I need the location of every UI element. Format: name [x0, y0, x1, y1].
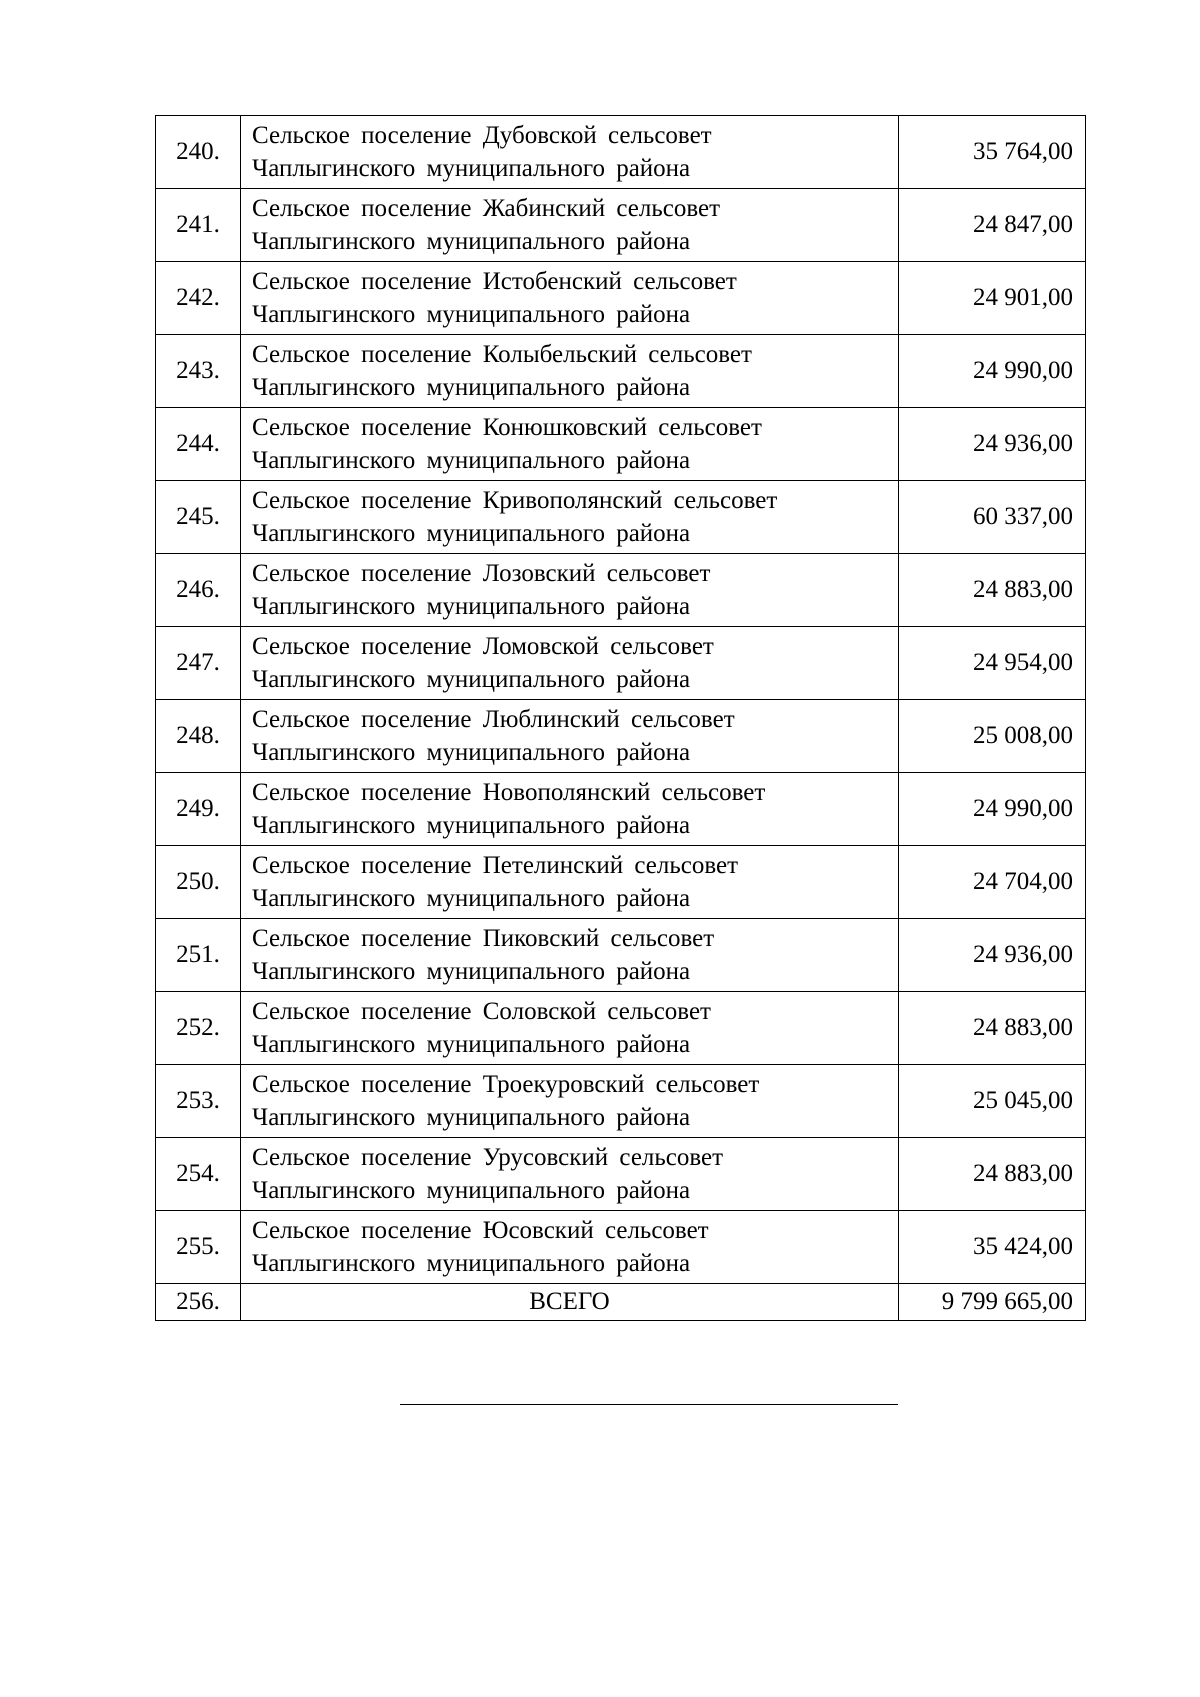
table-row — [156, 335, 1086, 408]
settlement-name-line2: Чаплыгинского муниципального района — [252, 301, 691, 328]
settlement-name-line2: Чаплыгинского муниципального района — [252, 1031, 691, 1058]
amount-cell: 25 045,00 — [899, 1065, 1086, 1138]
amount-cell: 24 704,00 — [899, 846, 1086, 919]
total-label: ВСЕГО — [241, 1284, 899, 1321]
row-number: 242. — [156, 262, 241, 335]
amount-cell: 24 883,00 — [899, 992, 1086, 1065]
table-row — [156, 992, 1086, 1065]
settlement-name-line1: Сельское поселение Урусовский сельсовет — [252, 1144, 724, 1171]
settlement-name-line2: Чаплыгинского муниципального района — [252, 447, 691, 474]
end-of-document-rule — [400, 1404, 898, 1405]
settlement-name-line1: Сельское поселение Пиковский сельсовет — [252, 925, 715, 952]
amount-cell: 24 901,00 — [899, 262, 1086, 335]
row-number: 249. — [156, 773, 241, 846]
settlement-name — [241, 919, 899, 992]
settlement-name-line1: Сельское поселение Ломовской сельсовет — [252, 633, 714, 660]
table-row — [156, 189, 1086, 262]
settlement-name-line1: Сельское поселение Новополянский сельсовет — [252, 779, 766, 806]
settlement-name-line2: Чаплыгинского муниципального района — [252, 374, 691, 401]
settlement-name — [241, 335, 899, 408]
row-number: 241. — [156, 189, 241, 262]
table-row — [156, 846, 1086, 919]
settlement-name-line2: Чаплыгинского муниципального района — [252, 958, 691, 985]
row-number: 247. — [156, 627, 241, 700]
amount-cell: 24 990,00 — [899, 335, 1086, 408]
table-row — [156, 1065, 1086, 1138]
settlement-name — [241, 992, 899, 1065]
settlement-name — [241, 627, 899, 700]
row-number: 255. — [156, 1211, 241, 1284]
settlement-name-line2: Чаплыгинского муниципального района — [252, 666, 691, 693]
settlement-name-line1: Сельское поселение Дубовской сельсовет — [252, 122, 712, 149]
settlement-name-line1: Сельское поселение Колыбельский сельсовет — [252, 341, 752, 368]
amount-cell: 24 990,00 — [899, 773, 1086, 846]
row-number: 244. — [156, 408, 241, 481]
amount-cell: 24 847,00 — [899, 189, 1086, 262]
amount-cell: 35 424,00 — [899, 1211, 1086, 1284]
settlement-name-line1: Сельское поселение Люблинский сельсовет — [252, 706, 735, 733]
settlement-name-line2: Чаплыгинского муниципального района — [252, 593, 691, 620]
settlement-name — [241, 408, 899, 481]
table-row — [156, 262, 1086, 335]
settlement-name-line1: Сельское поселение Соловской сельсовет — [252, 998, 711, 1025]
settlement-name — [241, 262, 899, 335]
table-row — [156, 627, 1086, 700]
amount-cell: 35 764,00 — [899, 116, 1086, 189]
total-row-number: 256. — [156, 1284, 241, 1321]
settlement-name-line2: Чаплыгинского муниципального района — [252, 155, 691, 182]
settlement-name-line1: Сельское поселение Юсовский сельсовет — [252, 1217, 709, 1244]
amount-cell: 24 936,00 — [899, 408, 1086, 481]
settlement-name-line1: Сельское поселение Лозовский сельсовет — [252, 560, 711, 587]
settlement-name — [241, 700, 899, 773]
row-number: 253. — [156, 1065, 241, 1138]
row-number: 243. — [156, 335, 241, 408]
amount-cell: 60 337,00 — [899, 481, 1086, 554]
table-row — [156, 408, 1086, 481]
settlement-name-line1: Сельское поселение Жабинский сельсовет — [252, 195, 721, 222]
settlement-name — [241, 1065, 899, 1138]
amount-cell: 24 883,00 — [899, 1138, 1086, 1211]
settlement-name-line2: Чаплыгинского муниципального района — [252, 1177, 691, 1204]
settlement-name — [241, 481, 899, 554]
table-row — [156, 700, 1086, 773]
settlement-name — [241, 116, 899, 189]
settlement-name-line1: Сельское поселение Истобенский сельсовет — [252, 268, 737, 295]
settlement-name — [241, 773, 899, 846]
settlement-name-line1: Сельское поселение Петелинский сельсовет — [252, 852, 739, 879]
settlement-name-line2: Чаплыгинского муниципального района — [252, 520, 691, 547]
settlement-name-line2: Чаплыгинского муниципального района — [252, 1104, 691, 1131]
amount-cell: 24 883,00 — [899, 554, 1086, 627]
settlement-name — [241, 554, 899, 627]
total-amount: 9 799 665,00 — [899, 1284, 1086, 1321]
settlement-name — [241, 846, 899, 919]
settlement-name-line1: Сельское поселение Кривополянский сельсовет — [252, 487, 778, 514]
table-row — [156, 1138, 1086, 1211]
settlement-name-line1: Сельское поселение Конюшковский сельсовет — [252, 414, 762, 441]
row-number: 240. — [156, 116, 241, 189]
row-number: 250. — [156, 846, 241, 919]
settlement-name — [241, 1138, 899, 1211]
amount-cell: 24 954,00 — [899, 627, 1086, 700]
row-number: 254. — [156, 1138, 241, 1211]
row-number: 245. — [156, 481, 241, 554]
table-row — [156, 919, 1086, 992]
table-row — [156, 554, 1086, 627]
settlement-name-line2: Чаплыгинского муниципального района — [252, 1250, 691, 1277]
table-row — [156, 773, 1086, 846]
row-number: 248. — [156, 700, 241, 773]
table-row — [156, 1211, 1086, 1284]
row-number: 246. — [156, 554, 241, 627]
settlement-name-line2: Чаплыгинского муниципального района — [252, 812, 691, 839]
table-row — [156, 481, 1086, 554]
settlement-name-line2: Чаплыгинского муниципального района — [252, 228, 691, 255]
amount-cell: 25 008,00 — [899, 700, 1086, 773]
row-number: 252. — [156, 992, 241, 1065]
settlement-name — [241, 189, 899, 262]
table-row — [156, 116, 1086, 189]
total-row — [156, 1284, 1086, 1321]
row-number: 251. — [156, 919, 241, 992]
settlement-name-line1: Сельское поселение Троекуровский сельсовет — [252, 1071, 760, 1098]
settlement-name-line2: Чаплыгинского муниципального района — [252, 739, 691, 766]
amount-cell: 24 936,00 — [899, 919, 1086, 992]
settlement-name — [241, 1211, 899, 1284]
settlements-table — [155, 115, 1086, 1321]
settlement-name-line2: Чаплыгинского муниципального района — [252, 885, 691, 912]
